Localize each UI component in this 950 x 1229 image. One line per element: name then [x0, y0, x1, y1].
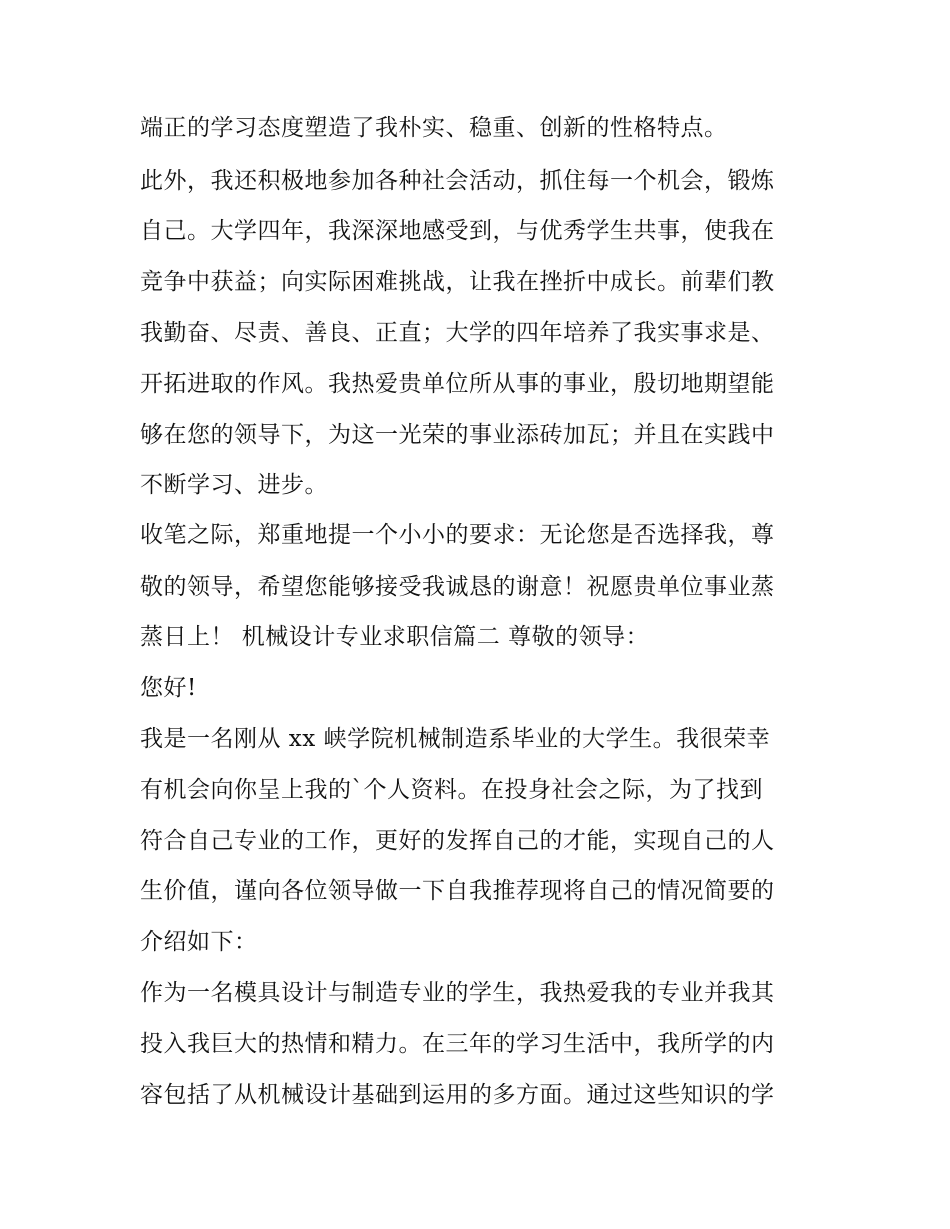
text-line: 开拓进取的作风。我热爱贵单位所从事的事业，殷切地期望能 — [140, 371, 775, 397]
text-line: 收笔之际，郑重地提一个小小的要求：无论您是否选择我，尊 — [140, 522, 775, 548]
text-line: 竞争中获益；向实际困难挑战，让我在挫折中成长。前辈们教 — [140, 269, 775, 295]
text-line: 投入我巨大的热情和精力。在三年的学习生活中，我所学的内 — [140, 1031, 775, 1057]
text-line: 蒸日上！ 机械设计专业求职信篇二 尊敬的领导： — [140, 624, 650, 650]
text-line: 容包括了从机械设计基础到运用的多方面。通过这些知识的学 — [140, 1082, 775, 1108]
text-line: 不断学习、进步。 — [140, 472, 328, 498]
text-line: 有机会向你呈上我的`个人资料。在投身社会之际，为了找到 — [140, 777, 763, 803]
text-line: 生价值，谨向各位领导做一下自我推荐现将自己的情况简要的 — [140, 878, 775, 904]
text-line: 自己。大学四年，我深深地感受到，与优秀学生共事，使我在 — [140, 218, 775, 244]
text-line: 作为一名模具设计与制造专业的学生，我热爱我的专业并我其 — [140, 980, 775, 1006]
text-line: 符合自己专业的工作，更好的发挥自己的才能，实现自己的人 — [140, 828, 775, 854]
text-line: 我勤奋、尽责、善良、正直；大学的四年培养了我实事求是、 — [140, 320, 775, 346]
text-line: 此外，我还积极地参加各种社会活动，抓住每一个机会，锻炼 — [140, 168, 775, 194]
text-line: 敬的领导，希望您能够接受我诚恳的谢意！祝愿贵单位事业蒸 — [140, 574, 775, 600]
text-line: 够在您的领导下，为这一光荣的事业添砖加瓦；并且在实践中 — [140, 422, 775, 448]
text-line: 我是一名刚从 xx 峡学院机械制造系毕业的大学生。我很荣幸 — [140, 726, 771, 752]
text-line: 端正的学习态度塑造了我朴实、稳重、创新的性格特点。 — [140, 115, 728, 141]
text-line: 您好! — [140, 675, 197, 701]
text-line: 介绍如下： — [140, 929, 258, 955]
